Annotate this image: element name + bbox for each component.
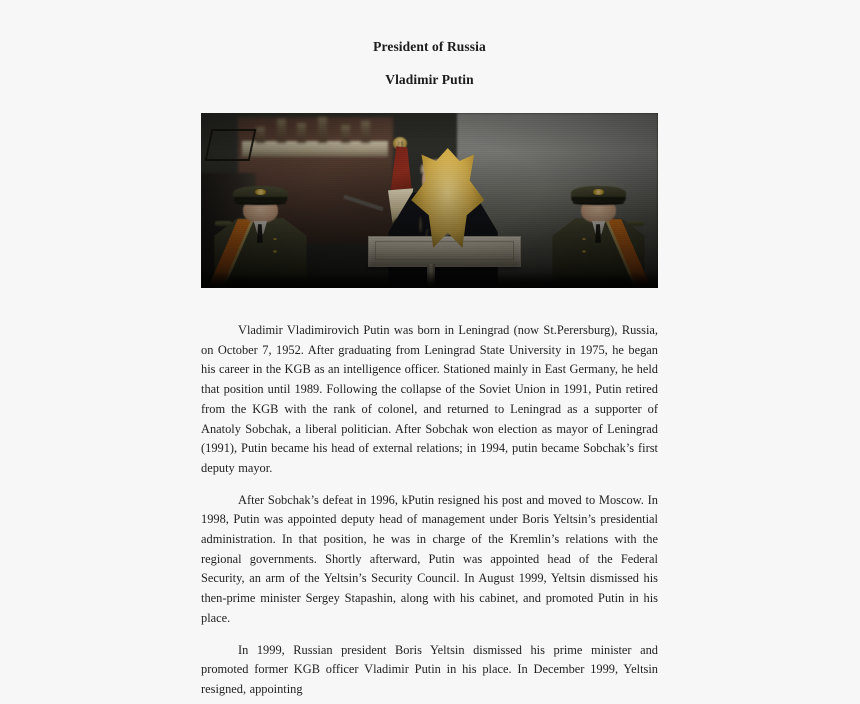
page-subtitle: Vladimir Putin [385, 72, 474, 87]
body-paragraph: In 1999, Russian president Boris Yeltsin dismissed his prime minister and promoted former KGB officer Vladimir Putin in his place. In December 1999, Yeltsin resigned, appointing [201, 642, 658, 696]
photograph [201, 113, 658, 288]
photo-scene [201, 113, 658, 288]
body-paragraph: Vladimir Vladimirovich Putin was born in Leningrad (now St.Perersburg), Russia, on October 7, 1952. After graduating from Leningrad State University in 1975, he began his career in the KGB as an intelligence officer. Stationed mainly in East Germany, he held that position until 1989. Following the collapse of the Soviet Union in 1991, Putin retired from the KGB with the rank of colonel, and returned to Leningrad as a supporter of Anatoly Sobchak, a liberal politician. After Sobchak won election as mayor of Leningrad (1991), Putin became his head of external relations; in 1994, putin became Sobchak’s first deputy mayor. [201, 323, 658, 475]
photo-vignette [201, 113, 658, 288]
document-body [201, 0, 658, 700]
body-paragraph: After Sobchak’s defeat in 1996, kPutin resigned his post and moved to Moscow. In 1998, Putin was appointed deputy head of management under Boris Yeltsin’s presidential administration. In that position, he was in charge of the Kremlin’s relations with the regional governments. Shortly afterward, Putin was appointed head of the Federal Security, an arm of the Yeltsin’s Security Council. In August 1999, Yeltsin dismissed his then-prime minister Sergey Stapashin, along with his cabinet, and promoted Putin in his place. [201, 492, 658, 625]
page-title: President of Russia [373, 39, 486, 54]
